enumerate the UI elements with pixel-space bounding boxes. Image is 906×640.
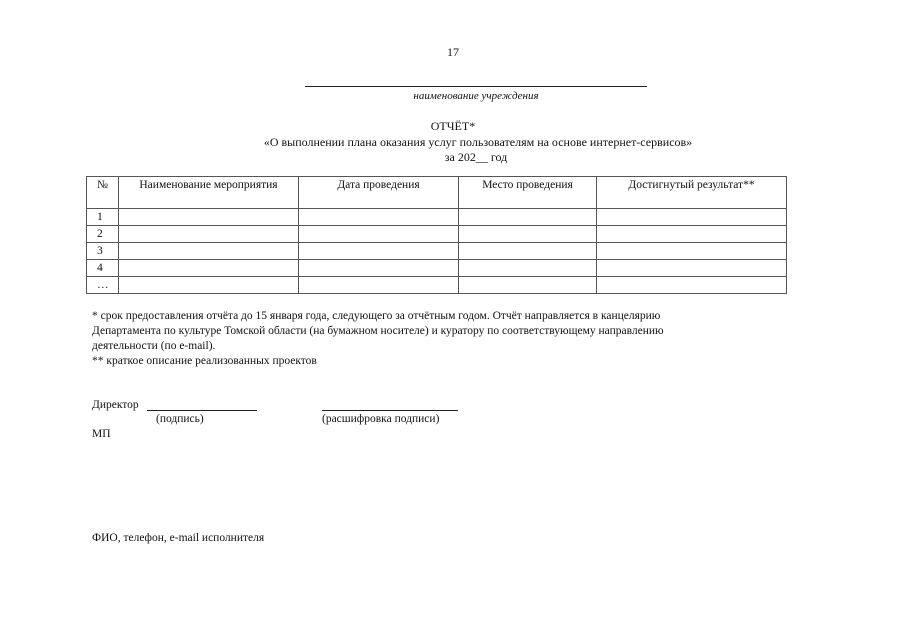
- director-label: Директор: [92, 399, 139, 411]
- page-number: 17: [447, 45, 459, 59]
- signature-decoding-line: [322, 410, 458, 411]
- institution-name-line: [305, 86, 647, 87]
- table-cell: [459, 277, 597, 294]
- signature-decoding-caption: (расшифровка подписи): [322, 413, 440, 425]
- table-cell: [299, 226, 459, 243]
- table-cell: [459, 260, 597, 277]
- report-table: [86, 176, 787, 294]
- row-number: 3: [87, 243, 119, 260]
- table-cell: [119, 209, 299, 226]
- table-row: [87, 209, 787, 226]
- table-cell: [119, 243, 299, 260]
- footnote-1-line-1: * срок предоставления отчёта до 15 января года, следующего за отчётным годом. Отчёт направляется в канцелярию: [92, 310, 661, 322]
- row-number: 4: [87, 260, 119, 277]
- institution-caption: наименование учреждения: [413, 90, 539, 102]
- table-row: [87, 243, 787, 260]
- table-cell: [299, 260, 459, 277]
- table-cell: [597, 243, 787, 260]
- table-cell: [597, 226, 787, 243]
- row-number: 1: [87, 209, 119, 226]
- report-subtitle: «О выполнении плана оказания услуг пользователям на основе интернет-сервисов»: [263, 135, 693, 149]
- table-row: [87, 226, 787, 243]
- signature-line: [147, 410, 257, 411]
- header-number: №: [87, 177, 119, 209]
- footnote-2: ** краткое описание реализованных проектов: [92, 355, 317, 367]
- report-title: ОТЧЁТ*: [430, 119, 476, 133]
- table-header-row: [87, 177, 787, 209]
- footnote-1-line-3: деятельности (по e-mail).: [92, 340, 216, 352]
- row-number: 2: [87, 226, 119, 243]
- signature-caption: (подпись): [156, 413, 204, 425]
- footnote-1-line-2: Департамента по культуре Томской области (на бумажном носителе) и куратору по соответствующему направлению: [92, 325, 664, 337]
- header-event-name: Наименование мероприятия: [119, 177, 299, 209]
- table-cell: [597, 277, 787, 294]
- table-cell: [459, 209, 597, 226]
- header-date: Дата проведения: [299, 177, 459, 209]
- table-cell: [597, 209, 787, 226]
- table-cell: [459, 243, 597, 260]
- row-number: …: [87, 277, 119, 294]
- table-cell: [119, 277, 299, 294]
- table-cell: [119, 226, 299, 243]
- table-cell: [119, 260, 299, 277]
- table-row: [87, 260, 787, 277]
- table-cell: [299, 209, 459, 226]
- executor-label: ФИО, телефон, e-mail исполнителя: [92, 532, 265, 544]
- table-cell: [597, 260, 787, 277]
- table-cell: [299, 243, 459, 260]
- footnotes: [92, 309, 772, 369]
- stamp-label: МП: [92, 428, 111, 440]
- table-row: [87, 277, 787, 294]
- report-year: за 202__ год: [444, 150, 508, 164]
- table-cell: [459, 226, 597, 243]
- header-result: Достигнутый результат**: [597, 177, 787, 209]
- header-place: Место проведения: [459, 177, 597, 209]
- table-cell: [299, 277, 459, 294]
